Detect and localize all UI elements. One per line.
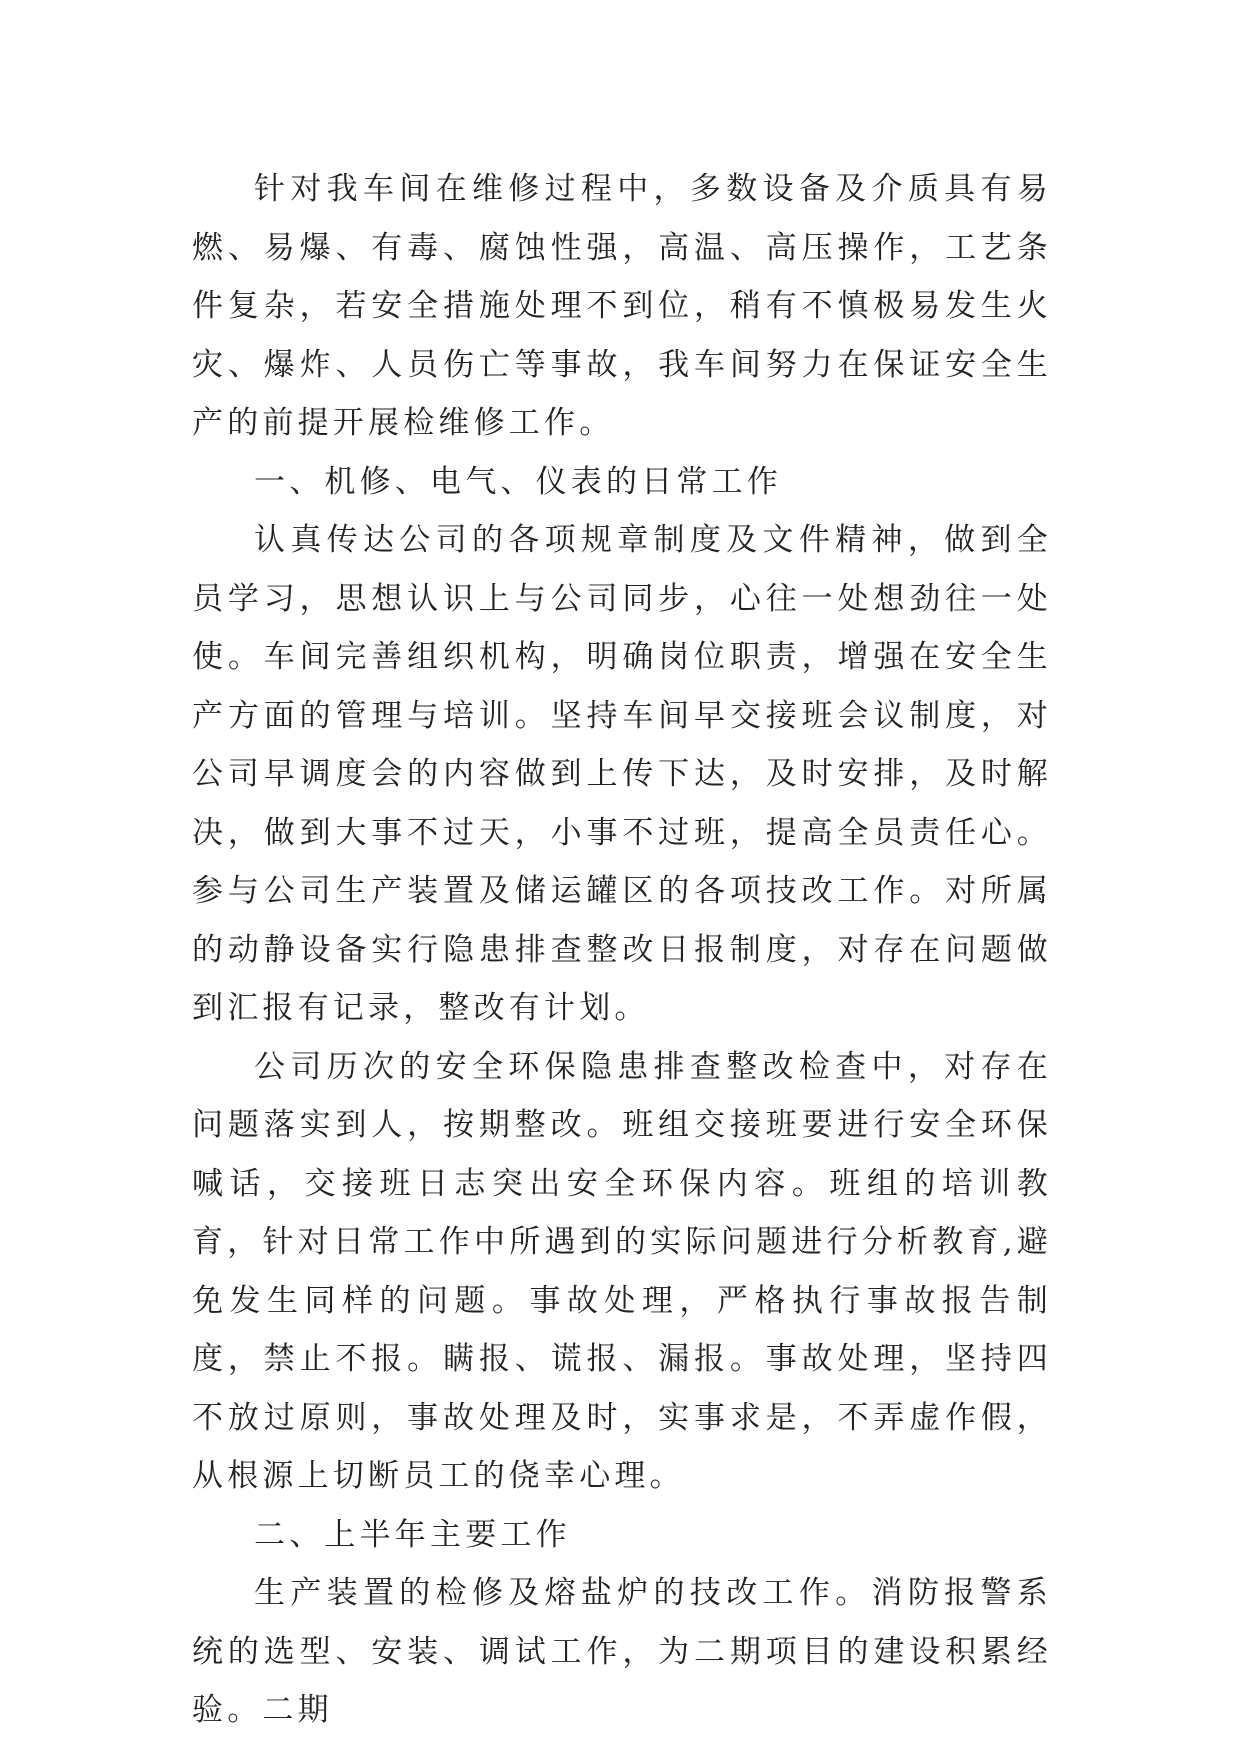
document-body [192,160,1052,1740]
section-heading-1: 一、机修、电气、仪表的日常工作 [254,463,782,500]
intro-paragraph: 针对我车间在维修过程中，多数设备及介质具有易燃、易爆、有毒、腐蚀性强，高温、高压操作，工艺条件复杂，若安全措施处理不到位，稍有不慎极易发生火灾、爆炸、人员伤亡等事故，我车间努力在保证安全生产的前提开展检维修工作。 [192,171,1052,441]
section-heading-2: 二、上半年主要工作 [254,1516,571,1553]
body-paragraph: 公司历次的安全环保隐患排查整改检查中，对存在问题落实到人，按期整改。班组交接班要进行安全环保喊话，交接班日志突出安全环保内容。班组的培训教育，针对日常工作中所遇到的实际问题进行分析教育,避免发生同样的问题。事故处理，严格执行事故报告制度，禁止不报。瞒报、谎报、漏报。事故处理，坚持四不放过原则，事故处理及时，实事求是，不弄虚作假，从根源上切断员工的侥幸心理。 [192,1048,1052,1494]
body-paragraph: 认真传达公司的各项规章制度及文件精神，做到全员学习，思想认识上与公司同步，心往一处想劲往一处使。车间完善组织机构，明确岗位职责，增强在安全生产方面的管理与培训。坚持车间早交接班会议制度，对公司早调度会的内容做到上传下达，及时安排，及时解决，做到大事不过天，小事不过班，提高全员责任心。参与公司生产装置及储运罐区的各项技改工作。对所属的动静设备实行隐患排查整改日报制度，对存在问题做到汇报有记录，整改有计划。 [192,522,1052,1026]
body-paragraph: 生产装置的检修及熔盐炉的技改工作。消防报警系统的选型、安装、调试工作，为二期项目的建设积累经验。二期 [192,1575,1052,1728]
